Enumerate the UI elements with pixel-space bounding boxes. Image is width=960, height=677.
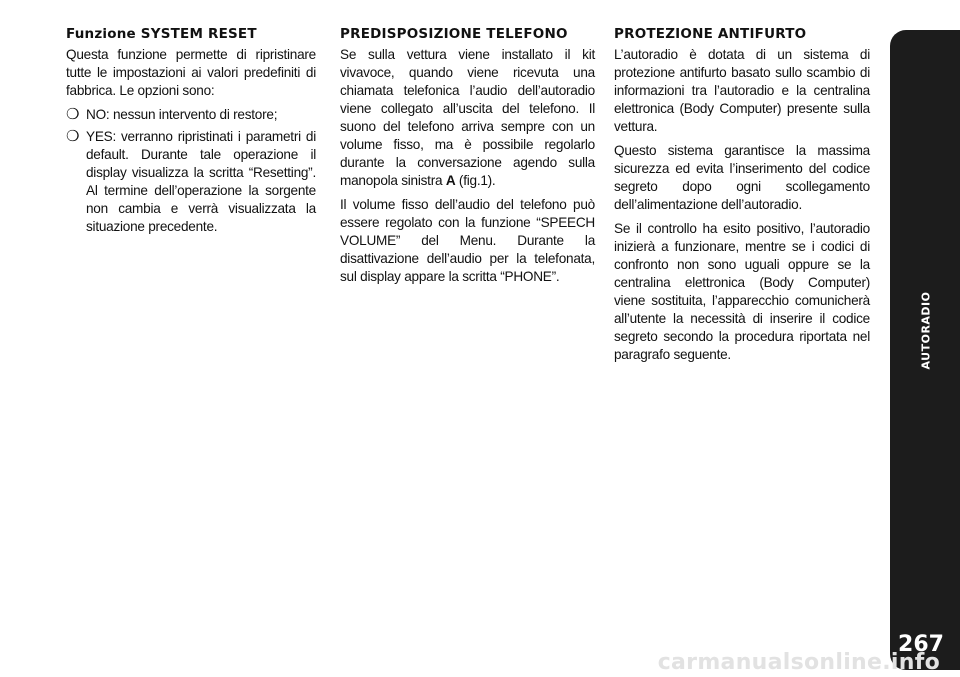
paragraph-system-reset-intro: Questa funzione permette di ripristinare tutte le impostazioni ai valori predefiniti di fabbrica. Le opzioni sono:	[66, 47, 316, 98]
paragraph-phone-setup-2: Il volume fisso dell’audio del telefono può essere regolato con la funzione “SPEECH VOLUME” del Menu. Durante la disattivazione dell’audio per la telefonata, sul display appare la scritta “PHONE”.	[340, 197, 595, 284]
option-no-text: NO: nessun intervento di restore;	[86, 107, 278, 122]
heading-phone-setup: PREDISPOSIZIONE TELEFONO	[340, 26, 568, 42]
figure-reference: (fig.1).	[455, 173, 496, 188]
circle-bullet-icon: ❍	[66, 128, 80, 145]
paragraph-anti-theft-1: L’autoradio è dotata di un sistema di protezione antifurto basato sullo scambio di informazioni tra l’autoradio e la centralina elettronica (Body Computer) presente sulla vettura.	[614, 47, 870, 134]
watermark-text: carmanualsonline.info	[657, 650, 940, 675]
section-label-text: AUTORADIO	[919, 290, 933, 370]
page-number: 267	[898, 632, 944, 657]
knob-reference-letter: A	[445, 173, 456, 188]
section-label	[910, 290, 942, 370]
heading-system-reset: Funzione SYSTEM RESET	[66, 26, 257, 42]
heading-anti-theft: PROTEZIONE ANTIFURTO	[614, 26, 807, 42]
column-anti-theft	[614, 26, 870, 370]
option-yes-text: YES: verranno ripristinati i parametri di default. Durante tale operazione il display visualizza la scritta “Resetting”. Al termine dell’operazione la sorgente non cambia e verrà visualizzata la situazione precedente.	[86, 129, 316, 234]
paragraph-phone-setup-1	[340, 46, 595, 190]
list-item	[66, 106, 316, 124]
list-item	[66, 128, 316, 236]
paragraph-anti-theft-2: Questo sistema garantisce la massima sicurezza ed evita l’inserimento del codice segreto dopo ogni scollegamento dell’alimentazione dell’autoradio.	[614, 143, 870, 212]
column-phone-setup	[340, 26, 595, 292]
options-list	[66, 106, 316, 236]
circle-bullet-icon: ❍	[66, 106, 80, 123]
phone-setup-text: Se sulla vettura viene installato il kit vivavoce, quando viene ricevuta una chiamata telefonica l’audio dell’autoradio viene collegato all’uscita del telefono. Il suono del telefono arriva sempre con un volume fisso, ma è possibile regolarlo durante la conversazione agendo sulla manopola sinistra	[340, 47, 595, 188]
column-system-reset	[66, 26, 316, 240]
paragraph-anti-theft-3: Se il controllo ha esito positivo, l’autoradio inizierà a funzionare, mentre se i codici di confronto non sono uguali oppure se la centralina elettronica (Body Computer) viene sostituita, l’apparecchio comunicherà all’utente la necessità di inserire il codice segreto secondo la procedura riportata nel paragrafo seguente.	[614, 221, 870, 362]
